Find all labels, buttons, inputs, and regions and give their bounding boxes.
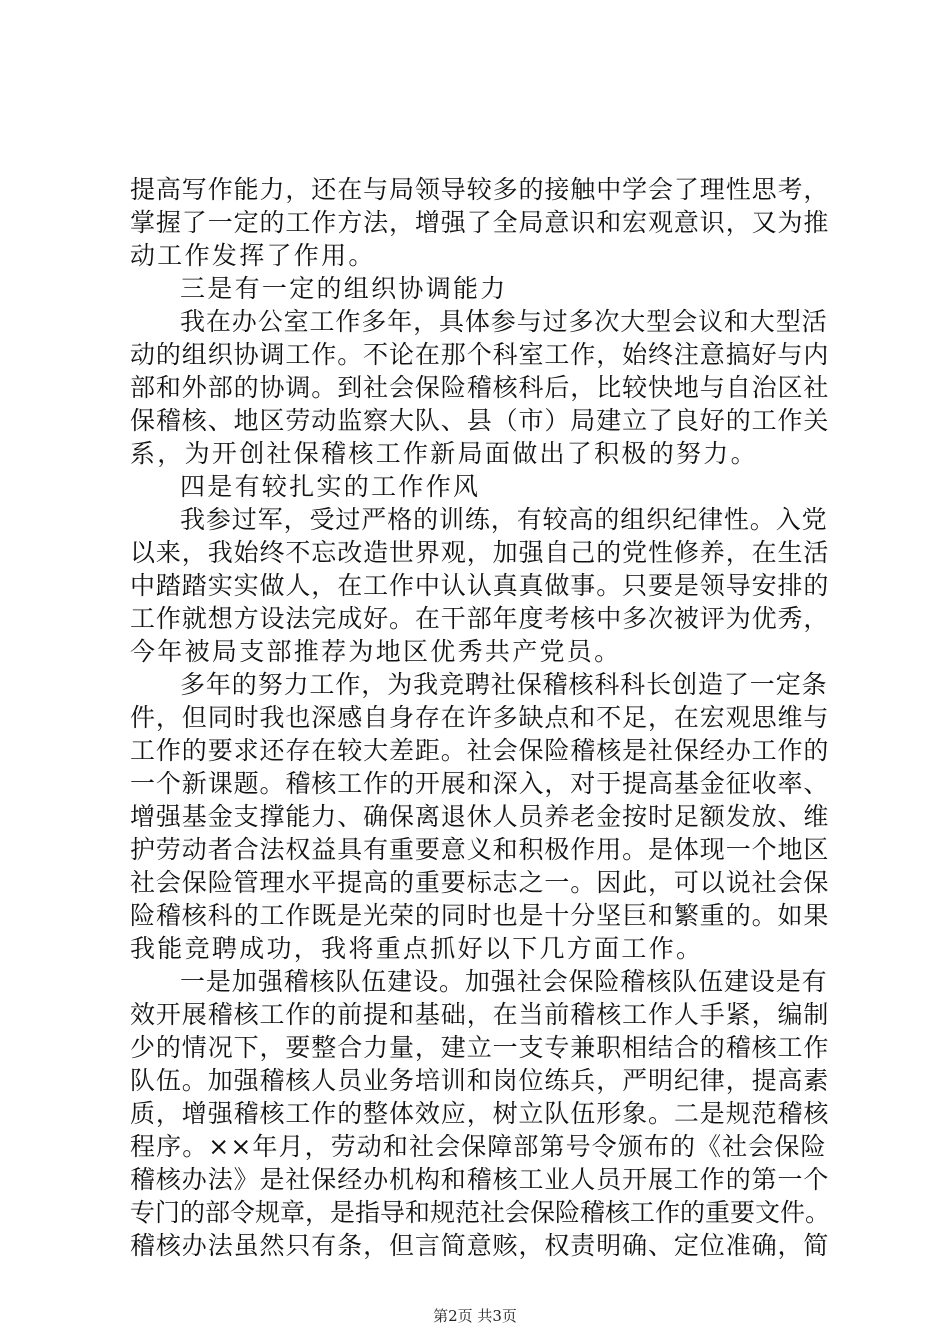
section-heading: 四是有较扎实的工作作风 (180, 472, 481, 501)
text-line: 增强基金支撑能力、确保离退休人员养老金按时足额发放、维 (130, 802, 830, 831)
text-line: 一个新课题。稽核工作的开展和深入，对于提高基金征收率、 (130, 769, 830, 798)
text-line: 我在办公室工作多年，具体参与过多次大型会议和大型活 (180, 307, 828, 336)
section-heading: 三是有一定的组织协调能力 (180, 274, 508, 303)
text-line: 质，增强稽核工作的整体效应，树立队伍形象。二是规范稽核 (130, 1099, 830, 1128)
text-line: 工作就想方设法完成好。在干部年度考核中多次被评为优秀， (130, 604, 830, 633)
text-line: 工作的要求还存在较大差距。社会保险稽核是社保经办工作的 (130, 736, 830, 765)
text-line: 提高写作能力，还在与局领导较多的接触中学会了理性思考， (130, 175, 830, 204)
text-line: 我能竞聘成功，我将重点抓好以下几方面工作。 (130, 934, 704, 963)
text-line: 社会保险管理水平提高的重要标志之一。因此，可以说社会保 (130, 868, 830, 897)
text-line: 系，为开创社保稽核工作新局面做出了积极的努力。 (130, 439, 758, 468)
text-line: 效开展稽核工作的前提和基础，在当前稽核工作人手紧，编制 (130, 1000, 830, 1029)
text-line: 多年的努力工作，为我竞聘社保稽核科科长创造了一定条 (180, 670, 828, 699)
text-line: 今年被局支部推荐为地区优秀共产党员。 (130, 637, 622, 666)
text-line: 动的组织协调工作。不论在那个科室工作，始终注意搞好与内 (130, 340, 830, 369)
text-line: 我参过军，受过严格的训练，有较高的组织纪律性。入党 (180, 505, 828, 534)
text-line: 队伍。加强稽核人员业务培训和岗位练兵，严明纪律，提高素 (130, 1066, 830, 1095)
text-line: 件，但同时我也深感自身存在许多缺点和不足，在宏观思维与 (130, 703, 830, 732)
text-line: 一是加强稽核队伍建设。加强社会保险稽核队伍建设是有 (180, 967, 828, 996)
text-line: 专门的部令规章，是指导和规范社会保险稽核工作的重要文件。 (130, 1198, 831, 1227)
text-line: 部和外部的协调。到社会保险稽核科后，比较快地与自治区社 (130, 373, 830, 402)
text-line: 少的情况下，要整合力量，建立一支专兼职相结合的稽核工作 (130, 1033, 830, 1062)
text-line: 稽核办法》是社保经办机构和稽核工业人员开展工作的第一个 (130, 1165, 830, 1194)
page-number-footer: 第2页 共3页 (433, 1307, 517, 1325)
text-line: 稽核办法虽然只有条，但言简意赅，权责明确、定位准确，简 (130, 1231, 830, 1260)
text-line: 以来，我始终不忘改造世界观，加强自己的党性修养，在生活 (130, 538, 830, 567)
text-line: 动工作发挥了作用。 (130, 241, 376, 270)
text-line: 中踏踏实实做人，在工作中认认真真做事。只要是领导安排的 (130, 571, 830, 600)
text-line: 护劳动者合法权益具有重要意义和积极作用。是体现一个地区 (130, 835, 830, 864)
text-line: 掌握了一定的工作方法，增强了全局意识和宏观意识，又为推 (130, 208, 830, 237)
text-line: 程序。××年月，劳动和社会保障部第号令颁布的《社会保险 (130, 1132, 827, 1161)
text-line: 保稽核、地区劳动监察大队、县（市）局建立了良好的工作关 (130, 406, 830, 435)
text-line: 险稽核科的工作既是光荣的同时也是十分坚巨和繁重的。如果 (130, 901, 830, 930)
